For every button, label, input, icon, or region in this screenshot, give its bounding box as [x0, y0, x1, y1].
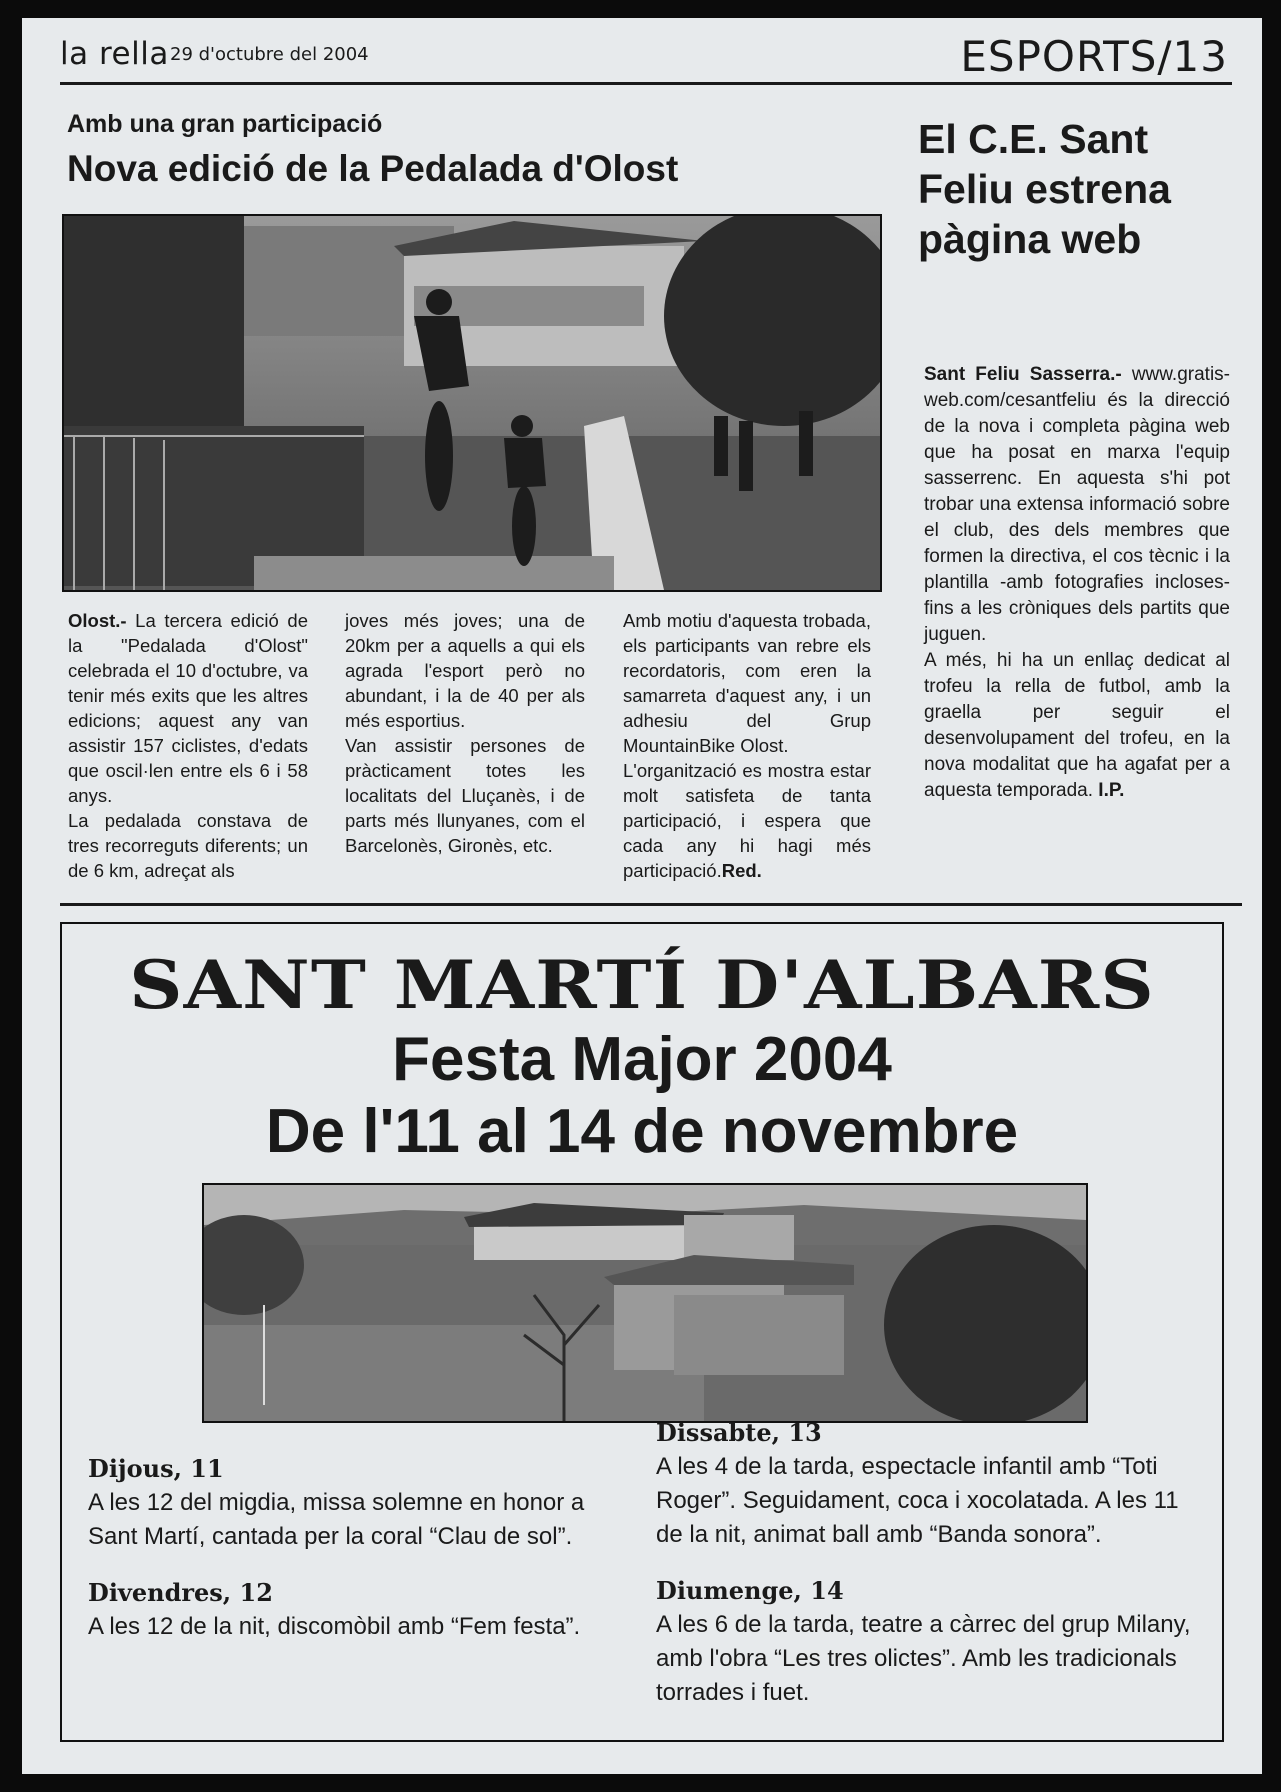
event-day-diumenge: Diumenge, 14	[656, 1576, 844, 1605]
article1-paragraph: Amb motiu d'aquesta trobada, els participants van rebre els recordatoris, com eren la samarreta d'aquest any, i un adhesiu del Grup MountainBike Olost.	[623, 610, 871, 756]
event-text-diumenge: A les 6 de la tarda, teatre a càrrec del grup Milany, amb l'obra “Les tres olictes”. Amb les tradicionals torrades i fuet.	[656, 1611, 1191, 1706]
article-headline: Nova edició de la Pedalada d'Olost	[67, 148, 679, 189]
announcement-subtitle: Festa Major 2004	[392, 1025, 892, 1094]
publication-name: la rella	[60, 36, 169, 72]
sidebar-headline: El C.E. Sant Feliu estrena pàgina web	[918, 116, 1171, 262]
header-rule	[60, 82, 1232, 85]
article1-column-1	[68, 608, 308, 883]
event-day-dijous: Dijous, 11	[88, 1454, 224, 1483]
newspaper-page	[22, 18, 1262, 1774]
section-divider	[60, 903, 1242, 906]
cyclists-photo	[62, 214, 882, 592]
festa-major-announcement	[60, 922, 1224, 1742]
article1-paragraph: La pedalada constava de tres recorreguts diferents; un de 6 km, adreçat als	[68, 810, 308, 881]
byline: I.P.	[1098, 780, 1125, 801]
dateline: Olost.-	[68, 610, 127, 631]
announcement-title: SANT MARTÍ D'ALBARS	[129, 946, 1155, 1024]
article1-paragraph: Van assistir persones de pràcticament totes les localitats del Lluçanès, i de parts més llunyanes, com el Barcelonès, Gironès, etc.	[345, 735, 585, 856]
byline: Red.	[721, 860, 762, 881]
article1-paragraph: L'organització es mostra estar molt satisfeta de tanta participació, i espera que cada any hi hagi més participació.	[623, 760, 871, 881]
article1-column-3	[623, 608, 871, 883]
event-text-dissabte: A les 4 de la tarda, espectacle infantil amb “Toti Roger”. Seguidament, coca i xocolatada. A les 11 de la nit, animat ball amb “Banda sonora”.	[656, 1453, 1179, 1548]
sidebar-article-body	[924, 362, 1230, 804]
issue-date: 29 d'octubre del 2004	[170, 44, 369, 65]
article1-column-2	[345, 608, 585, 858]
event-text-dijous: A les 12 del migdia, missa solemne en honor a Sant Martí, cantada per la coral “Clau de sol”.	[88, 1489, 585, 1550]
event-day-divendres: Divendres, 12	[88, 1578, 273, 1607]
article1-paragraph: La tercera edició de la "Pedalada d'Olost" celebrada el 10 d'octubre, va tenir més exits que les altres edicions; aquest any van assistir 157 ciclistes, d'edats que oscil·len entre els 6 i 58 anys.	[68, 610, 308, 806]
section-page-number: ESPORTS/13	[960, 32, 1228, 81]
article-kicker: Amb una gran participació	[67, 110, 383, 138]
sidebar-paragraph: A més, hi ha un enllaç dedicat al trofeu la rella de futbol, amb la graella per seguir el desenvolupament del trofeu, en la nova modalitat que ha agafat per a aquesta temporada.	[924, 650, 1230, 801]
event-day-dissabte: Dissabte, 13	[656, 1418, 822, 1447]
event-text-divendres: A les 12 de la nit, discomòbil amb “Fem festa”.	[88, 1613, 581, 1640]
village-photo	[202, 1183, 1088, 1423]
article1-paragraph: joves més joves; una de 20km per a aquells a qui els agrada l'esport però no abundant, i la de 40 per als més esportius.	[345, 610, 585, 731]
dateline: Sant Feliu Sasserra.-	[924, 364, 1122, 385]
announcement-dates: De l'11 al 14 de novembre	[265, 1097, 1019, 1166]
sidebar-paragraph: www.gratis-web.com/cesantfeliu és la direcció de la nova i completa pàgina web que ha posat en marxa l'equip sasserrenc. En aquesta s'hi pot trobar una extensa informació sobre el club, des dels membres que formen la directiva, el cos tècnic i la plantilla -amb fotografies incloses- fins a les cròniques dels partits que juguen.	[924, 364, 1231, 645]
